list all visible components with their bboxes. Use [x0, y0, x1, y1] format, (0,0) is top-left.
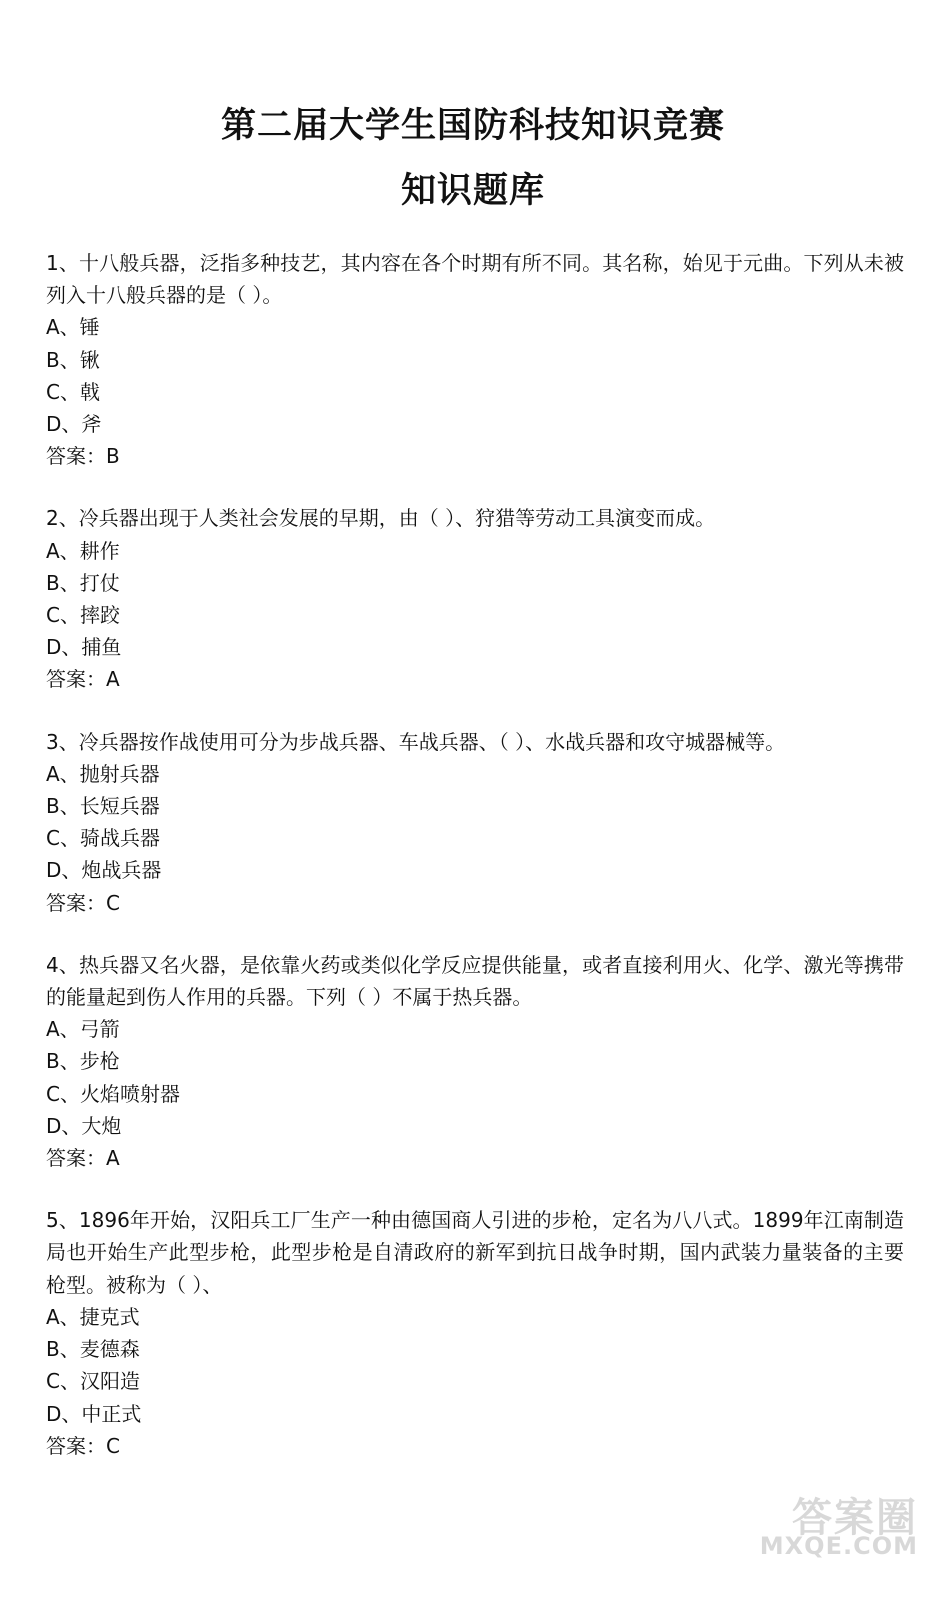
option-b: B、麦德森 — [46, 1337, 140, 1362]
option-a: A、锤 — [46, 315, 100, 340]
option-b: B、步枪 — [46, 1049, 120, 1074]
option-d: D、中正式 — [46, 1401, 142, 1426]
answer-line: 答案：C — [46, 890, 120, 915]
option-d: D、炮战兵器 — [46, 858, 162, 883]
question-stem: 1、十八般兵器，泛指多种技艺，其内容在各个时期有所不同。其名称，始见于元曲。下列从未被列入十八般兵器的是（ ）。 — [46, 251, 904, 308]
option-c: C、骑战兵器 — [46, 826, 160, 851]
question-item — [46, 726, 904, 919]
question-item — [46, 949, 904, 1174]
document-subtitle: 知识题库 — [400, 171, 545, 211]
option-d: D、捕鱼 — [46, 635, 122, 660]
option-c: C、戟 — [46, 379, 100, 404]
answer-line: 答案：A — [46, 667, 120, 692]
question-item — [46, 1204, 904, 1462]
watermark-url: MXQE.COM — [759, 1532, 918, 1560]
option-b: B、打仗 — [46, 570, 120, 595]
option-b: B、锹 — [46, 347, 100, 372]
option-a: A、耕作 — [46, 538, 120, 563]
watermark — [748, 1486, 918, 1566]
question-item — [46, 502, 904, 695]
option-c: C、火焰喷射器 — [46, 1081, 180, 1106]
option-d: D、大炮 — [46, 1113, 122, 1138]
option-a: A、弓箭 — [46, 1017, 120, 1042]
document-title: 第二届大学生国防科技知识竞赛 — [220, 106, 725, 146]
question-stem: 2、冷兵器出现于人类社会发展的早期，由（ ）、狩猎等劳动工具演变而成。 — [46, 506, 716, 531]
option-a: A、捷克式 — [46, 1304, 140, 1329]
question-stem: 4、热兵器又名火器，是依靠火药或类似化学反应提供能量，或者直接利用火、化学、激光等携带的能量起到伤人作用的兵器。下列（ ）不属于热兵器。 — [46, 952, 904, 1010]
answer-line: 答案：B — [46, 444, 120, 469]
answer-line: 答案：A — [46, 1146, 120, 1171]
question-stem: 3、冷兵器按作战使用可分为步战兵器、车战兵器、（ ）、水战兵器和攻守城器械等。 — [46, 729, 786, 754]
option-a: A、抛射兵器 — [46, 761, 160, 786]
question-stem: 5、1896年开始，汉阳兵工厂生产一种由德国商人引进的步枪，定名为八八式。1899年江南制造局也开始生产此型步枪，此型步枪是自清政府的新军到抗日战争时期，国内武装力量装备的主要枪型。被称为（ ）、 — [46, 1208, 904, 1297]
option-d: D、斧 — [46, 412, 102, 437]
option-c: C、汉阳造 — [46, 1369, 140, 1394]
question-item — [46, 247, 904, 472]
option-c: C、摔跤 — [46, 603, 120, 628]
watermark-logo: 答案圈 — [792, 1495, 918, 1541]
option-b: B、长短兵器 — [46, 794, 160, 819]
answer-line: 答案：C — [46, 1433, 120, 1458]
question-list — [46, 247, 904, 1492]
